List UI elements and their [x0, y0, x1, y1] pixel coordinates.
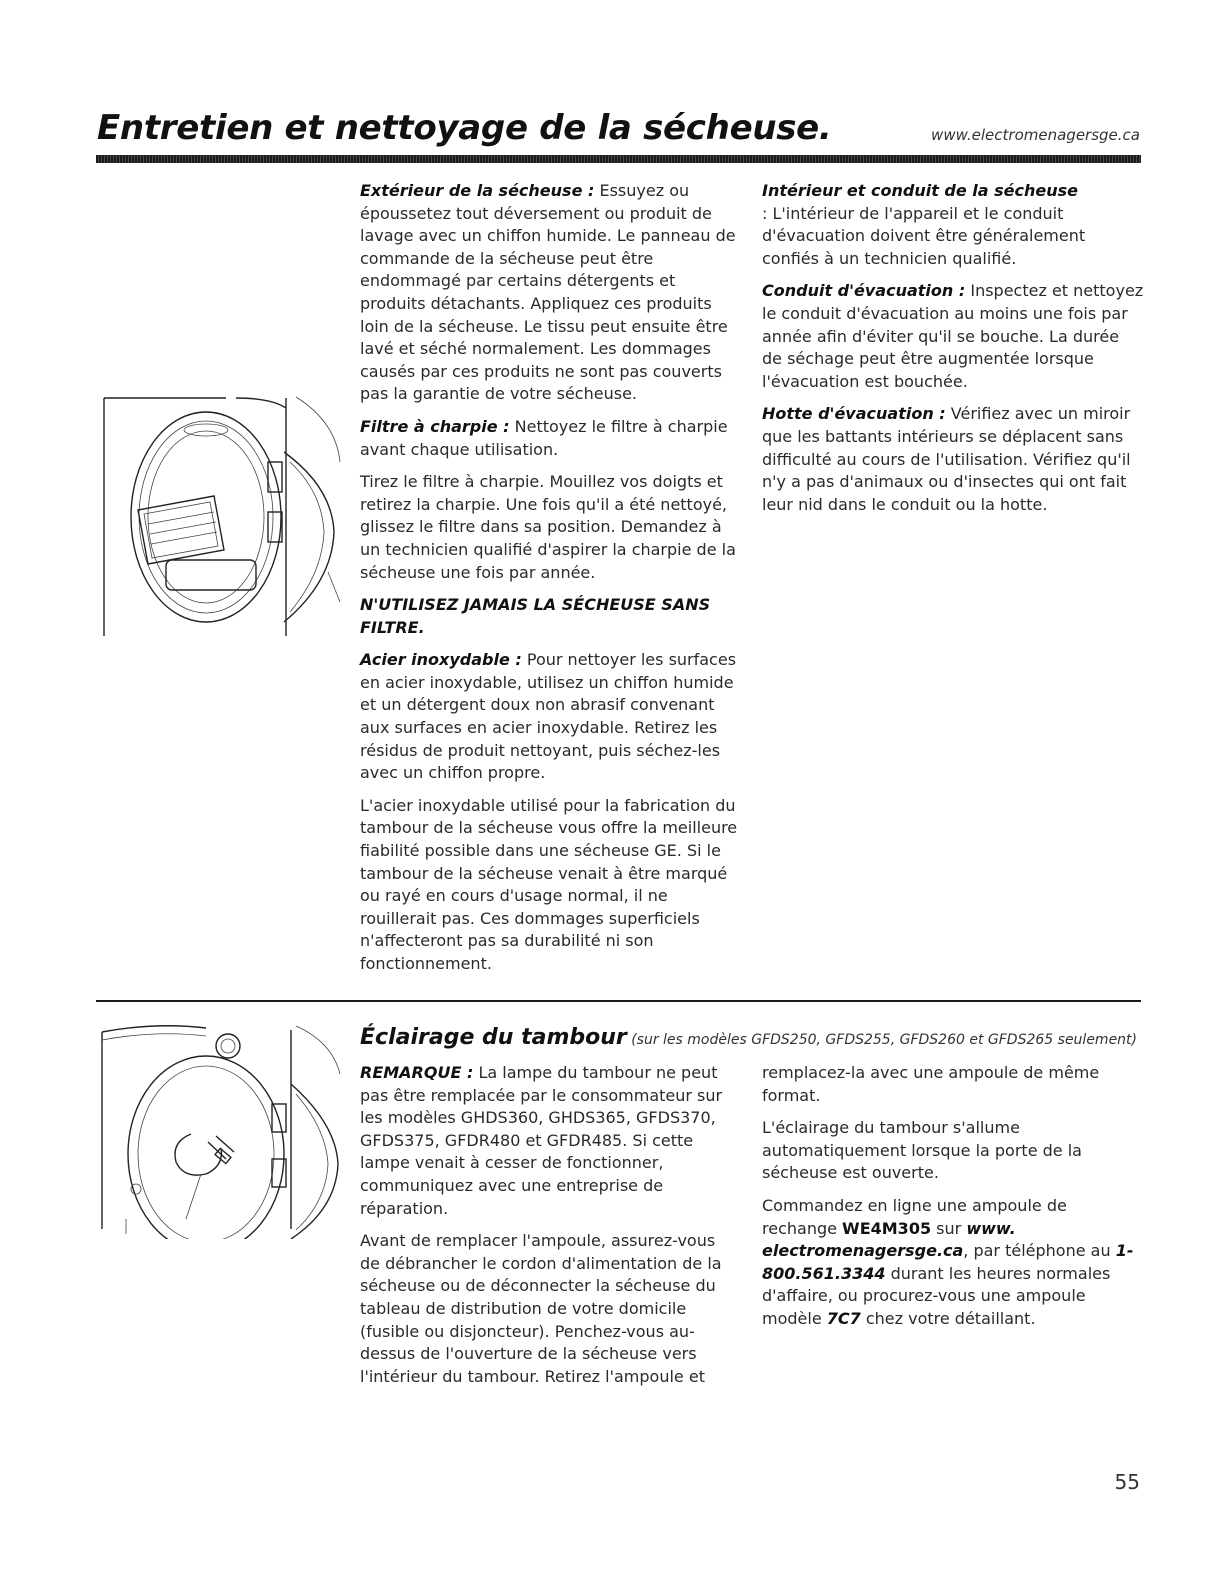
interior-text: : L'intérieur de l'appareil et le conduit d'évacuation doivent être généralement confiés à un technicien qualifié. — [762, 203, 1086, 268]
note-paragraph — [360, 1062, 738, 1220]
hood-lead: Hotte d'évacuation : — [762, 404, 946, 424]
steel-paragraph — [360, 649, 738, 785]
duct-text: Inspectez et nettoyez le conduit d'évacuation au moins une fois par année afin d'éviter qu'il se bouche. La durée de séchage peut être augmentée lorsque l'évacuation est bouchée. — [762, 281, 1144, 391]
note-text: La lampe du tambour ne peut pas être remplacée par le consommateur sur les modèles GHDS360, GHDS365, GFDS370, GFDS375, GFDR480 et GFDR485. Si cette lampe venait à cesser de fonctionner, communiquez avec une entreprise de réparation. — [360, 1063, 723, 1218]
exterior-text: Essuyez ou époussetez tout déversement ou produit de lavage avec un chiffon humide. Le panneau de commande de la sécheuse peut être endommagé par certains détergents et produits détachants. Appliquez ces produits loin de la sécheuse. Le tissu peut ensuite être lavé et séché normalement. Les dommages causés par ces produits ne sont pas couverts pas la garantie de votre sécheuse. — [360, 181, 736, 404]
header-rule — [96, 155, 1141, 163]
interior-lead: Intérieur et conduit de la sécheuse — [762, 181, 1078, 200]
drum-light-models: (sur les modèles GFDS250, GFDS255, GFDS260 et GFDS265 seulement) — [626, 1032, 1138, 1048]
exterior-lead: Extérieur de la sécheuse : — [360, 181, 595, 200]
drum-light-illustration — [96, 1024, 341, 1239]
before-replace-paragraph: Avant de remplacer l'ampoule, assurez-vous de débrancher le cordon d'alimentation de la sécheuse ou de déconnecter la sécheuse du tableau de distribution de votre domicile (fusible ou disjoncteur). Penchez-vous au-dessus de l'ouverture de la sécheuse vers l'intérieur du tambour. Retirez l'ampoule et — [360, 1231, 722, 1386]
note-lead: REMARQUE : — [360, 1063, 474, 1082]
steel-lead: Acier inoxydable : — [360, 650, 522, 670]
exterior-paragraph — [360, 180, 738, 406]
section-divider — [96, 1000, 1141, 1002]
order-text-a: Commandez en ligne une ampoule de rechange — [762, 1195, 1067, 1238]
section1-left-column — [360, 180, 738, 986]
steel-text: Pour nettoyer les surfaces en acier inoxydable, utilisez un chiffon humide et un détergent doux non abrasif convenant aux surfaces en acier inoxydable. Retirez les résidus de produit nettoyant, puis séchez-les avec un chiffon propre. — [360, 650, 737, 783]
steel-paragraph-2: L'acier inoxydable utilisé pour la fabrication du tambour de la sécheuse vous offre la meilleure fiabilité possible dans une sécheuse GE. Si le tambour de la sécheuse venait à être marqué ou rayé en cours d'usage normal, il ne rouillerait pas. Ces dommages superficiels n'affecteront pas sa durabilité ni son fonctionnement. — [360, 795, 738, 973]
order-text-c: , par téléphone au — [963, 1241, 1116, 1261]
order-paragraph — [762, 1195, 1144, 1331]
hood-text: Vérifiez avec un miroir que les battants intérieurs se déplacent sans difficulté au cours de l'utilisation. Vérifiez qu'il n'y a pas d'animaux ou d'insectes qui ont fait leur nid dans le conduit ou la hotte. — [762, 404, 1131, 514]
page-number: 55 — [1114, 1470, 1140, 1494]
filter-lead: Filtre à charpie : — [360, 416, 510, 436]
auto-light-paragraph: L'éclairage du tambour s'allume automatiquement lorsque la porte de la sécheuse est ouverte. — [762, 1118, 1082, 1183]
dryer-lint-filter-illustration — [96, 392, 341, 642]
bulb-model: 7C7 — [826, 1308, 861, 1328]
filter-paragraph-2: Tirez le filtre à charpie. Mouillez vos doigts et retirez la charpie. Une fois qu'il a été nettoyé, glissez le filtre dans sa position. Demandez à un technicien qualifié d'aspirer la charpie de la sécheuse une fois par année. — [360, 472, 736, 582]
section1-right-column — [762, 180, 1144, 526]
filter-warning: N'UTILISEZ JAMAIS LA SÉCHEUSE SANS FILTRE. — [360, 595, 711, 637]
filter-text: Nettoyez le filtre à charpie avant chaque utilisation. — [360, 416, 728, 459]
section2-left-column — [360, 1062, 738, 1398]
drum-light-title: Éclairage du tambour — [360, 1025, 627, 1050]
filter-paragraph — [360, 416, 738, 461]
order-website: www. electromenagersge.ca — [762, 1218, 1016, 1261]
section2-right-column — [762, 1062, 1144, 1341]
drum-light-heading — [360, 1025, 1160, 1050]
order-text-d: durant les heures normales d'affaire, ou procurez-vous une ampoule modèle — [762, 1263, 1111, 1328]
hood-paragraph — [762, 403, 1144, 516]
order-text-b: sur — [931, 1218, 967, 1238]
order-text-e: chez votre détaillant. — [860, 1308, 1036, 1328]
duct-paragraph — [762, 280, 1144, 393]
part-number: WE4M305 — [842, 1218, 932, 1238]
order-phone: 1-800.561.3344 — [762, 1241, 1134, 1283]
duct-lead: Conduit d'évacuation : — [762, 281, 966, 301]
website-url: www.electromenagersge.ca — [931, 126, 1140, 144]
page-title: Entretien et nettoyage de la sécheuse. — [97, 108, 832, 148]
interior-paragraph — [762, 180, 1144, 270]
replace-continued: remplacez-la avec une ampoule de même format. — [762, 1063, 1100, 1105]
